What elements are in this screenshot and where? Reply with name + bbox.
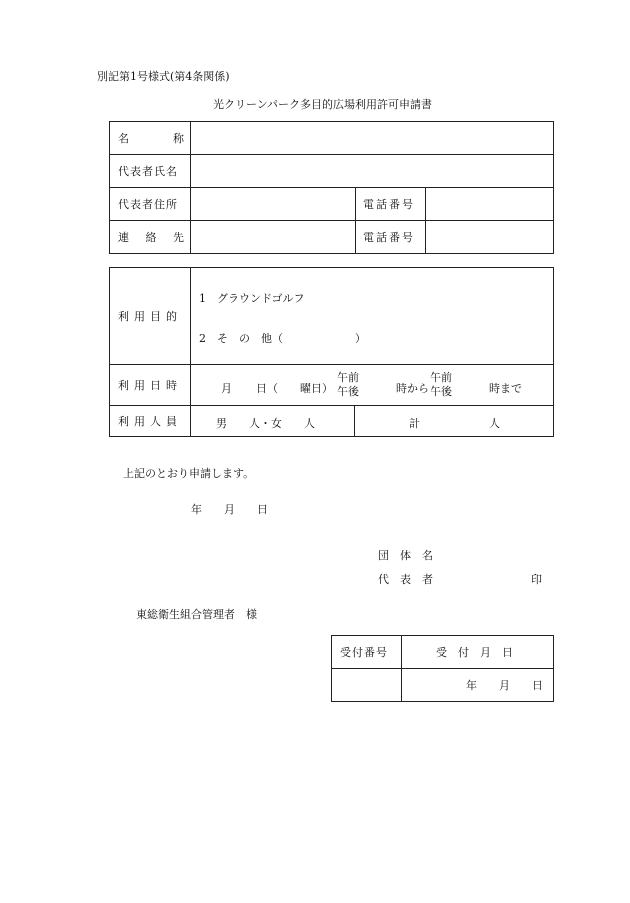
- group-name-label: 団 体 名: [378, 549, 433, 562]
- total-label: 計: [409, 417, 420, 430]
- phone-label-1: 電話番号: [363, 197, 415, 211]
- phone-field-1[interactable]: [426, 188, 553, 220]
- application-date[interactable]: 年 月 日: [191, 503, 268, 516]
- rep-address-field[interactable]: [191, 188, 354, 220]
- rep-address-label: 代表者住所: [118, 197, 178, 211]
- purpose-option-other[interactable]: 2 そ の 他（ ）: [199, 332, 366, 345]
- purpose-option-golf[interactable]: 1 グラウンドゴルフ: [199, 292, 305, 305]
- form-reference: 別記第1号様式(第4条関係): [97, 70, 230, 83]
- addressee: 東総衛生組合管理者 様: [136, 608, 257, 621]
- weekday-unit: 曜日）: [300, 382, 333, 395]
- datetime-label: 利用日時: [118, 378, 182, 392]
- reception-number-label: 受付番号: [340, 645, 388, 659]
- total-unit: 人: [489, 417, 500, 430]
- people-breakdown[interactable]: 男 人・女 人: [216, 417, 315, 430]
- seal-mark: 印: [531, 573, 542, 586]
- name-field[interactable]: [191, 122, 553, 154]
- rep-name-field[interactable]: [191, 155, 553, 187]
- month-unit: 月: [221, 382, 232, 395]
- reception-date-label: 受 付 月 日: [436, 645, 513, 659]
- name-label: 名 称: [118, 131, 184, 145]
- contact-field[interactable]: [191, 221, 354, 253]
- end-ampm[interactable]: 午前 午後: [430, 371, 452, 398]
- contact-label: 連 絡 先: [118, 231, 184, 244]
- day-unit: 日（: [256, 382, 278, 395]
- page-title: 光クリーンパーク多目的広場利用許可申請書: [213, 98, 433, 111]
- people-label: 利用人員: [118, 415, 182, 428]
- purpose-label: 利用目的: [118, 309, 182, 323]
- representative-label: 代 表 者: [378, 573, 433, 586]
- from-unit: 時から: [396, 382, 429, 395]
- rep-name-label: 代表者氏名: [118, 164, 178, 178]
- phone-field-2[interactable]: [426, 221, 553, 253]
- application-statement: 上記のとおり申請します。: [123, 467, 255, 480]
- until-unit: 時まで: [489, 382, 522, 395]
- reception-number-field[interactable]: [332, 669, 400, 701]
- reception-date-value[interactable]: 年 月 日: [466, 679, 543, 692]
- phone-label-2: 電話番号: [363, 231, 415, 244]
- start-ampm[interactable]: 午前 午後: [337, 371, 359, 398]
